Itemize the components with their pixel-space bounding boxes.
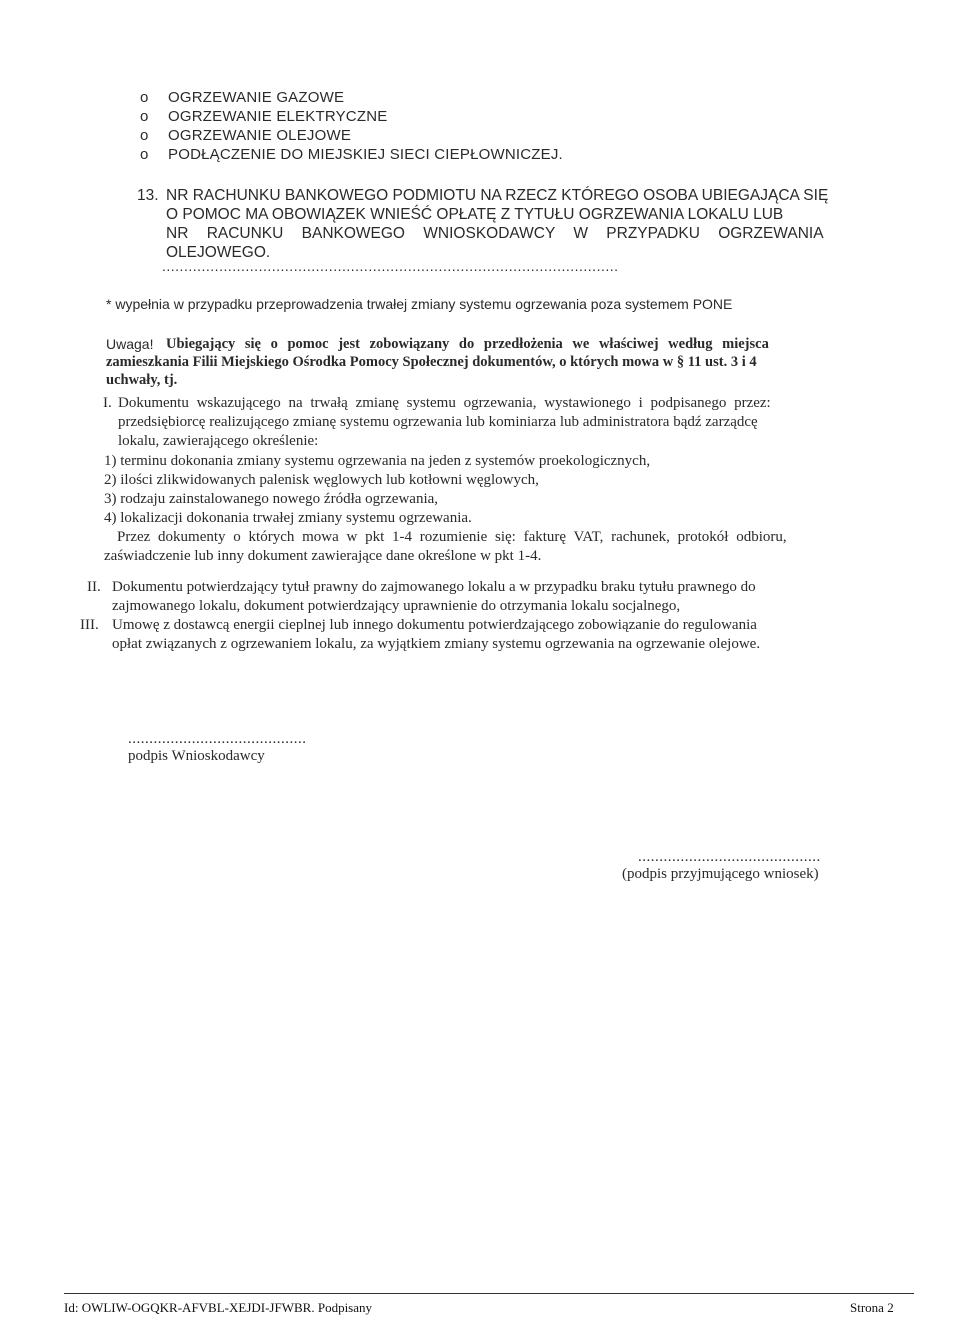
item-line: lokalu, zawierającego określenie: bbox=[118, 433, 319, 449]
item-number: III. bbox=[80, 617, 99, 633]
subitem: 3) rodzaju zainstalowanego nowego źródła ogrzewania, bbox=[104, 491, 439, 507]
heating-option-district bbox=[140, 146, 563, 163]
item-line: Dokumentu potwierdzający tytuł prawny do zajmowanego lokalu a w przypadku braku tytułu prawnego do bbox=[112, 579, 756, 595]
item-number: I. bbox=[103, 395, 112, 411]
bank-account-field: ........................................................................................................ bbox=[162, 258, 619, 274]
section-number: 13. bbox=[137, 187, 159, 204]
heating-option-electric bbox=[140, 108, 387, 125]
document-id: Id: OWLIW-OGQKR-AFVBL-XEJDI-JFWBR. Podpisany bbox=[64, 1300, 373, 1315]
item-line: Dokumentu wskazującego na trwałą zmianę systemu ogrzewania, wystawionego i podpisanego przez: bbox=[118, 395, 771, 411]
bullet-icon: o bbox=[140, 89, 149, 106]
item-number: II. bbox=[87, 579, 101, 595]
przez-line: Przez dokumenty o których mowa w pkt 1-4 rozumienie się: fakturę VAT, rachunek, protokół odbioru, bbox=[117, 529, 787, 545]
uwaga-line: uchwały, tj. bbox=[106, 372, 178, 388]
signature-line: .......................................... bbox=[128, 731, 307, 747]
uwaga-label: Uwaga! bbox=[106, 336, 154, 352]
item-line: opłat związanych z ogrzewaniem lokalu, za wyjątkiem zmiany systemu ogrzewania na ogrzewanie olejowe. bbox=[112, 636, 761, 652]
item-line: zajmowanego lokalu, dokument potwierdzający uprawnienie do otrzymania lokalu socjalnego, bbox=[112, 598, 681, 614]
bullet-icon: o bbox=[140, 146, 149, 163]
item-line: Umowę z dostawcą energii cieplnej lub innego dokumentu potwierdzającego zobowiązanie do regulowania bbox=[112, 617, 757, 633]
heating-option-label: OGRZEWANIE ELEKTRYCZNE bbox=[168, 108, 388, 125]
subitem: 2) ilości zlikwidowanych palenisk węglowych lub kotłowni węglowych, bbox=[104, 472, 539, 488]
przez-line: zaświadczenie lub inny dokument zawierające dane określone w pkt 1-4. bbox=[104, 548, 542, 564]
heating-option-label: OGRZEWANIE OLEJOWE bbox=[168, 127, 352, 144]
heating-option-label: OGRZEWANIE GAZOWE bbox=[168, 89, 345, 106]
uwaga-line: Ubiegający się o pomoc jest zobowiązany do przedłożenia we właściwej według miejsca bbox=[166, 336, 769, 352]
footnote: * wypełnia w przypadku przeprowadzenia trwałej zmiany systemu ogrzewania poza systemem PONE bbox=[106, 296, 733, 312]
heating-option-gas bbox=[140, 89, 344, 106]
item-line: przedsiębiorcę realizującego zmianę systemu ogrzewania lub kominiarza lub administratora bądź zarządcę bbox=[118, 414, 758, 430]
uwaga-line: zamieszkania Filii Miejskiego Ośrodka Pomocy Społecznej dokumentów, o których mowa w § 11 ust. 3 i 4 bbox=[106, 354, 757, 370]
bullet-icon: o bbox=[140, 127, 149, 144]
footer-divider bbox=[64, 1293, 914, 1294]
bullet-icon: o bbox=[140, 108, 149, 125]
heating-option-oil bbox=[140, 127, 351, 144]
subitem: 1) terminu dokonania zmiany systemu ogrzewania na jeden z systemów proekologicznych, bbox=[104, 453, 651, 469]
subitem: 4) lokalizacji dokonania trwałej zmiany systemu ogrzewania. bbox=[104, 510, 472, 526]
signature-label: (podpis przyjmującego wniosek) bbox=[622, 866, 819, 882]
page-number: Strona 2 bbox=[850, 1300, 894, 1315]
signature-label: podpis Wnioskodawcy bbox=[128, 748, 265, 764]
section-line: NR RACUNKU BANKOWEGO WNIOSKODAWCY W PRZYPADKU OGRZEWANIA bbox=[166, 225, 824, 242]
signature-line: ........................................... bbox=[638, 849, 821, 865]
heating-option-label: PODŁĄCZENIE DO MIEJSKIEJ SIECI CIEPŁOWNICZEJ. bbox=[168, 146, 563, 163]
section-line: OLEJOWEGO. bbox=[166, 244, 271, 261]
section-line: NR RACHUNKU BANKOWEGO PODMIOTU NA RZECZ KTÓREGO OSOBA UBIEGAJĄCA SIĘ bbox=[166, 187, 829, 204]
section-line: O POMOC MA OBOWIĄZEK WNIEŚĆ OPŁATĘ Z TYTUŁU OGRZEWANIA LOKALU LUB bbox=[166, 206, 784, 223]
